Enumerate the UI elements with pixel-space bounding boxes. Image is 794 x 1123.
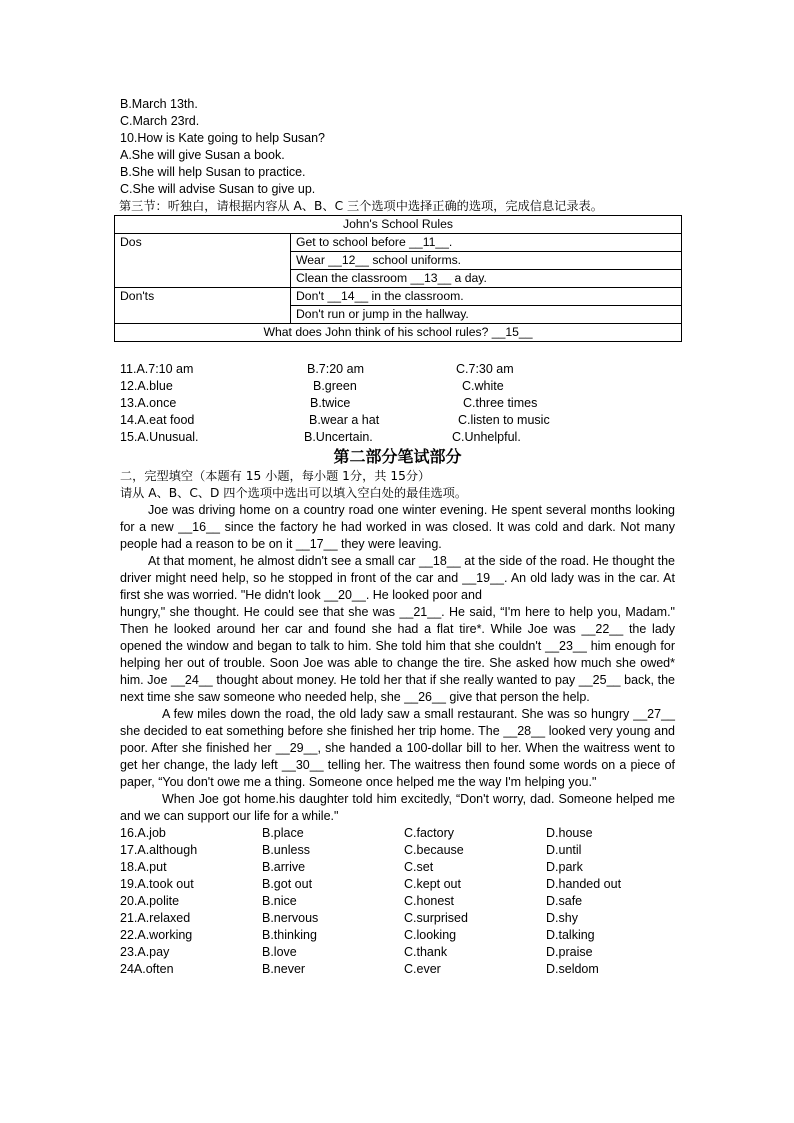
donts-label: Don'ts	[115, 288, 291, 324]
option-c: C.because	[404, 843, 464, 857]
option-a: 24A.often	[120, 962, 174, 976]
option-c: C.ever	[404, 962, 441, 976]
option-c: C.factory	[404, 826, 455, 840]
school-rules-table	[114, 215, 682, 342]
cloze-option-row	[120, 910, 675, 927]
cloze-option-row	[120, 944, 675, 961]
option-a: 21.A.relaxed	[120, 911, 191, 925]
table-question: What does John think of his school rules? __15__	[115, 324, 682, 342]
option-c: C.set	[404, 860, 434, 874]
option-line: A.She will give Susan a book.	[120, 148, 285, 162]
option-b: B.arrive	[262, 860, 306, 874]
option-b: B.unless	[262, 843, 310, 857]
option-a: 17.A.although	[120, 843, 198, 857]
option-d: D.shy	[546, 911, 578, 925]
listening-option-row	[120, 395, 675, 412]
option-a: 11.A.7:10 am	[120, 362, 194, 376]
option-b: B.thinking	[262, 928, 317, 942]
cloze-option-row	[120, 893, 675, 910]
table-cell: Get to school before __11__.	[291, 234, 682, 252]
listening-option-row	[120, 378, 675, 395]
listening-option-row	[120, 361, 675, 378]
option-b: B.love	[262, 945, 297, 959]
option-d: D.safe	[546, 894, 583, 908]
option-a: 12.A.blue	[120, 379, 173, 393]
listening-option-row	[120, 412, 675, 429]
option-c: C.listen to music	[458, 413, 550, 427]
option-a: 15.A.Unusual.	[120, 430, 199, 444]
option-d: D.park	[546, 860, 583, 874]
option-d: D.talking	[546, 928, 595, 942]
option-a: 22.A.working	[120, 928, 193, 942]
option-c: C.kept out	[404, 877, 461, 891]
cloze-option-row	[120, 961, 675, 978]
option-a: 18.A.put	[120, 860, 167, 874]
option-d: D.handed out	[546, 877, 622, 891]
option-b: B.nice	[262, 894, 297, 908]
option-a: 16.A.job	[120, 826, 166, 840]
option-b: B.7:20 am	[307, 362, 364, 376]
table-title: John's School Rules	[115, 216, 682, 234]
option-b: B.Uncertain.	[304, 430, 373, 444]
cloze-option-row	[120, 842, 675, 859]
exam-page	[120, 96, 675, 978]
cloze-instruction: 请从 A、B、C、D 四个选项中选出可以填入空白处的最佳选项。	[120, 486, 468, 500]
dos-label: Dos	[115, 234, 291, 288]
option-b: B.twice	[310, 396, 351, 410]
option-c: C.white	[462, 379, 504, 393]
option-line: B.March 13th.	[120, 97, 198, 111]
passage-paragraph: When Joe got home.his daughter told him excitedly, “Don't worry, dad. Someone helped me and we can support our life for a while."	[120, 792, 675, 823]
passage-paragraph: At that moment, he almost didn't see a small car __18__ at the side of the road. He thought the driver might need help, so he stopped in front of the car and __19__. An old lady was in the car. At first she was worried. "He didn't look __20__. He looked poor and	[120, 554, 675, 602]
option-b: B.place	[262, 826, 304, 840]
cloze-option-row	[120, 825, 675, 842]
option-b: B.never	[262, 962, 306, 976]
option-line: B.She will help Susan to practice.	[120, 165, 306, 179]
option-c: C.looking	[404, 928, 457, 942]
option-c: C.surprised	[404, 911, 468, 925]
option-d: D.house	[546, 826, 593, 840]
option-a: 14.A.eat food	[120, 413, 195, 427]
option-d: D.until	[546, 843, 582, 857]
passage-paragraph: A few miles down the road, the old lady saw a small restaurant. She was so hungry __27__ she decided to eat something before she finished her trip home. The __28__ looked very young and poor. After she finished her __29__, she handed a 100-dollar bill to her. When the waitress went to get her change, the lady left __30__ telling her. The waitress then found some words on a piece of paper, “You don't owe me a thing. Someone once helped me the way I'm helping you."	[120, 707, 675, 789]
cloze-option-row	[120, 876, 675, 893]
option-line: C.March 23rd.	[120, 114, 200, 128]
option-b: B.got out	[262, 877, 313, 891]
cloze-option-row	[120, 927, 675, 944]
option-line: C.She will advise Susan to give up.	[120, 182, 316, 196]
option-c: C.7:30 am	[456, 362, 514, 376]
listening-option-row	[120, 429, 675, 446]
option-a: 13.A.once	[120, 396, 177, 410]
option-c: C.thank	[404, 945, 448, 959]
table-cell: Don't run or jump in the hallway.	[291, 306, 682, 324]
question-line: 10.How is Kate going to help Susan?	[120, 131, 325, 145]
option-d: D.seldom	[546, 962, 599, 976]
passage-paragraph: hungry," she thought. He could see that she was __21__. He said, “I'm here to help you, Madam." Then he looked around her car and found she had a flat tire*. While Joe was __22__ the lady opened the window and began to talk to him. She told him that she couldn't __23__ him enough for helping her out of trouble. Soon Joe was able to change the tire. She asked how much she owed* him. Joe __24__ thought about money. He told her that if she really wanted to pay __25__ back, the next time she saw someone who needed help, she __26__ give that person the help.	[120, 605, 675, 704]
cloze-title: 二，完型填空（本题有 15 小题，每小题 1分，共 15分）	[120, 469, 431, 483]
option-c: C.honest	[404, 894, 455, 908]
table-cell: Wear __12__ school uniforms.	[291, 252, 682, 270]
option-a: 23.A.pay	[120, 945, 170, 959]
passage-paragraph: Joe was driving home on a country road one winter evening. He spent several months looking for a new __16__ since the factory he had worked in was closed. It was cold and dark. Not many people had a reason to be on it __17__ they were leaving.	[120, 503, 675, 551]
table-cell: Clean the classroom __13__ a day.	[291, 270, 682, 288]
option-a: 19.A.took out	[120, 877, 194, 891]
option-a: 20.A.polite	[120, 894, 180, 908]
part2-heading: 第二部分笔试部分	[333, 447, 462, 466]
section3-title: 第三节：听独白，请根据内容从 A、B、C 三个选项中选择正确的选项，完成信息记录表。	[119, 199, 603, 213]
option-c: C.Unhelpful.	[452, 430, 521, 444]
option-b: B.nervous	[262, 911, 319, 925]
cloze-option-row	[120, 859, 675, 876]
option-d: D.praise	[546, 945, 593, 959]
option-b: B.wear a hat	[309, 413, 380, 427]
option-c: C.three times	[463, 396, 538, 410]
option-b: B.green	[313, 379, 357, 393]
table-cell: Don't __14__ in the classroom.	[291, 288, 682, 306]
